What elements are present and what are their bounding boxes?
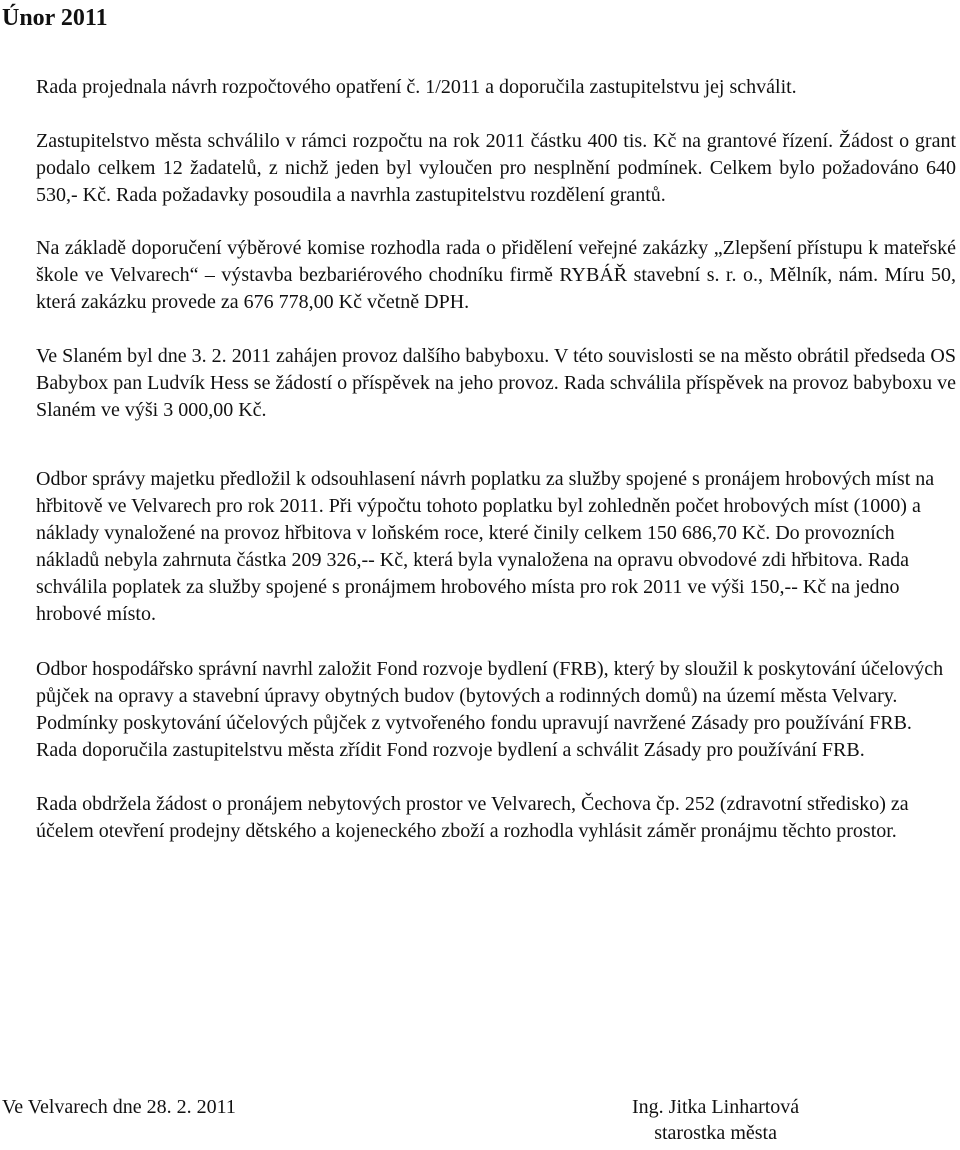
paragraph-housing-fund: Odbor hospodářsko správní navrhl založit Fond rozvoje bydlení (FRB), který by sloužil k poskytování účelových půjček na opravy a stavební úpravy obytných budov (bytových a rodinných domů) na území města Velvary. Podmínky poskytování účelových půjček z vytvořeného fondu upravují navržené Zásady pro používání FRB. Rada doporučila zastupitelstvu města zřídit Fond rozvoje bydlení a schválit Zásady pro používání FRB.: [36, 658, 944, 761]
place-and-date: Ve Velvarech dne 28. 2. 2011: [2, 1096, 236, 1118]
paragraph-rental-request: Rada obdržela žádost o pronájem nebytových prostor ve Velvarech, Čechova čp. 252 (zdravotní středisko) za účelem otevření prodejny dětského a kojeneckého zboží a rozhodla vyhlásit záměr pronájmu těchto prostor.: [36, 793, 909, 842]
page-title: Únor 2011: [2, 5, 108, 31]
signatory-role: starostka města: [654, 1122, 777, 1144]
paragraph-babybox: Ve Slaném byl dne 3. 2. 2011 zahájen provoz dalšího babyboxu. V této souvislosti se na město obrátil předseda OS Babybox pan Ludvík Hess se žádostí o příspěvek na jeho provoz. Rada schválila příspěvek na provoz babyboxu ve Slaném ve výši 3 000,00 Kč.: [36, 345, 956, 421]
paragraph-public-contract: Na základě doporučení výběrové komise rozhodla rada o přidělení veřejné zakázky „Zlepšení přístupu k mateřské škole ve Velvarech“ – výstavba bezbariérového chodníku firmě RYBÁŘ stavební s. r. o., Mělník, nám. Míru 50, která zakázku provede za 676 778,00 Kč včetně DPH.: [36, 237, 956, 313]
paragraph-cemetery-fee: Odbor správy majetku předložil k odsouhlasení návrh poplatku za služby spojené s pronájem hrobových míst na hřbitově ve Velvarech pro rok 2011. Při výpočtu tohoto poplatku byl zohledněn počet hrobových míst (1000) a náklady vynaložené na provoz hřbitova v loňském roce, které činily celkem 150 686,70 Kč. Do provozních nákladů nebyla zahrnuta částka 209 326,-- Kč, která byla vynaložena na opravu obvodové zdi hřbitova. Rada schválila poplatek za služby spojené s pronájmem hrobového místa pro rok 2011 ve výši 150,-- Kč na jedno hrobové místo.: [36, 468, 935, 625]
signature-block: [632, 1094, 799, 1146]
document-body: [36, 74, 956, 845]
paragraph-grants: Zastupitelstvo města schválilo v rámci rozpočtu na rok 2011 částku 400 tis. Kč na grantové řízení. Žádost o grant podalo celkem 12 žadatelů, z nichž jeden byl vyloučen pro nesplnění podmínek. Celkem bylo požadováno 640 530,- Kč. Rada požadavky posoudila a navrhla zastupitelstvu rozdělení grantů.: [36, 130, 956, 206]
paragraph-budget-measure: Rada projednala návrh rozpočtového opatření č. 1/2011 a doporučila zastupitelstvu jej schválit.: [36, 76, 797, 98]
signatory-name: Ing. Jitka Linhartová: [632, 1096, 800, 1118]
